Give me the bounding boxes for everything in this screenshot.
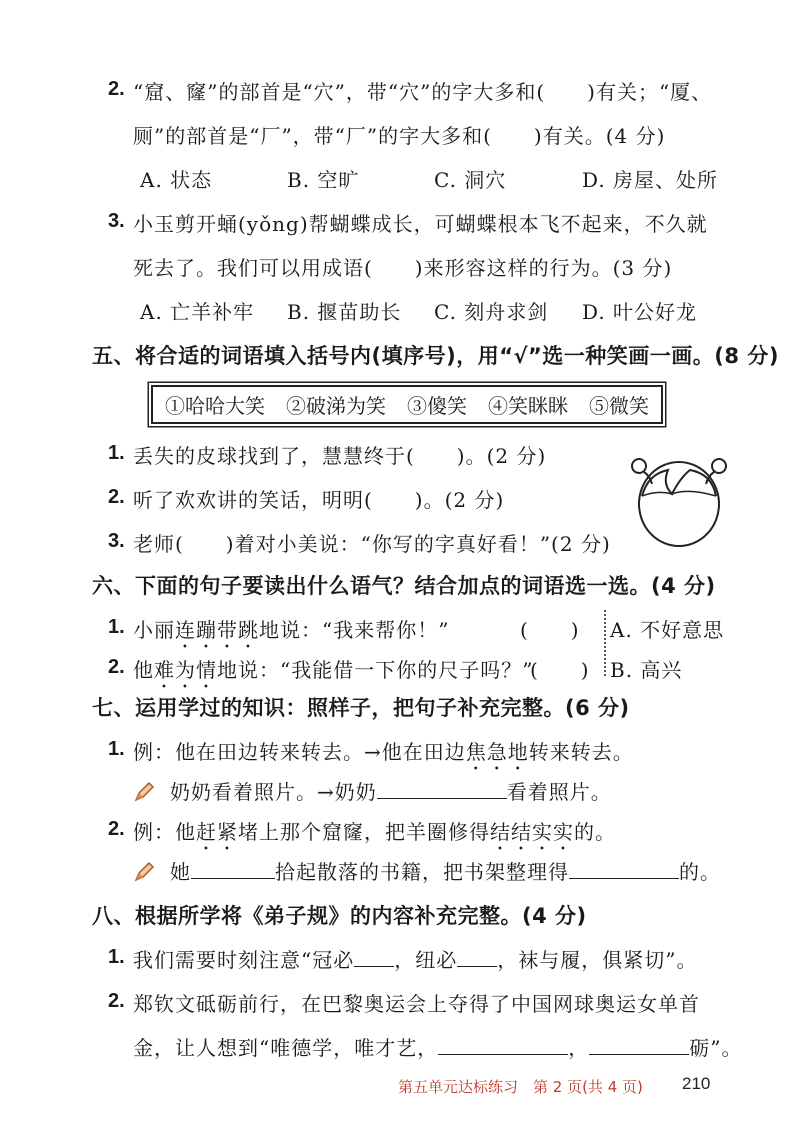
q7-item1-example	[133, 736, 634, 775]
q7-title: 七、运用学过的知识：照样子，把句子补充完整。(6 分)	[92, 696, 630, 720]
q8-item1-number: 1.	[108, 946, 125, 968]
q7-item1-example-dotted: 焦急地	[465, 740, 529, 764]
q7-item1-blank[interactable]	[377, 778, 507, 799]
q6-item2-dotted: 难为情	[154, 658, 217, 682]
q6-choice-b[interactable]: B. 高兴	[610, 658, 683, 682]
q7-item2-task-pre: 她	[170, 860, 191, 884]
q8-item1-pre: 我们需要时刻注意“冠必	[133, 948, 355, 972]
q6-item2-post: 地说：“我能借一下你的尺子吗？”	[217, 658, 534, 682]
q8-item2-line2-pre: 金，让人想到“唯德学，唯才艺，	[133, 1036, 439, 1060]
q8-item1-post: ，袜与履，俱紧切”。	[497, 948, 698, 972]
q6-item1-answer-bracket[interactable]: ( )	[520, 618, 580, 642]
q7-item2-example-dotted1: 赶紧	[196, 820, 238, 844]
q7-item1-number: 1.	[108, 738, 125, 760]
q5-item1-number: 1.	[108, 442, 125, 464]
pencil-icon	[132, 860, 156, 884]
q4-item3-option-c[interactable]: C. 刻舟求剑	[434, 300, 549, 324]
q8-item2-blank2[interactable]	[589, 1034, 689, 1055]
q8-item2-line2-post: 砺”。	[689, 1036, 743, 1060]
q5-item2-number: 2.	[108, 486, 125, 508]
q4-item2-line1: “窟、窿”的部首是“穴”，带“穴”的字大多和( )有关；“厦、	[133, 80, 713, 104]
q8-item1-text	[133, 944, 697, 973]
q5-item1-text[interactable]: 丢失的皮球找到了，慧慧终于( )。(2 分)	[133, 444, 547, 468]
q6-item1-sentence	[133, 614, 449, 653]
q7-item1-task	[170, 776, 612, 805]
q7-item1-example-post: 转来转去。	[528, 740, 634, 764]
q8-item2-line2-mid: ，	[568, 1036, 590, 1060]
q7-item2-blank2[interactable]	[569, 858, 679, 879]
q5-item2-text[interactable]: 听了欢欢讲的笑话，明明( )。(2 分)	[133, 488, 505, 512]
q7-item2-number: 2.	[108, 818, 125, 840]
q4-item2-option-b[interactable]: B. 空旷	[287, 168, 360, 192]
q6-item1-number: 1.	[108, 616, 125, 638]
q4-item2-option-a[interactable]: A. 状态	[140, 168, 213, 192]
q7-item2-task	[170, 856, 721, 885]
q5-title: 五、将合适的词语填入括号内(填序号)，用“√”选一种笑画一画。(8 分)	[92, 344, 779, 368]
q7-item1-example-pre: 例：他在田边转来转去。→他在田边	[133, 740, 466, 764]
q4-item3-line2: 死去了。我们可以用成语( )来形容这样的行为。(3 分)	[133, 256, 673, 280]
q8-item2-line2	[133, 1032, 742, 1061]
q8-item2-number: 2.	[108, 990, 125, 1012]
q5-item3-text[interactable]: 老师( )着对小美说：“你写的字真好看！”(2 分)	[133, 532, 611, 556]
q4-item2-option-c[interactable]: C. 洞穴	[434, 168, 507, 192]
q4-item3-line1: 小玉剪开蛹(yǒng)帮蝴蝶成长，可蝴蝶根本飞不起来，不久就	[133, 212, 708, 236]
q6-item2-pre: 他	[133, 658, 154, 682]
q8-item2-line1: 郑钦文砥砺前行，在巴黎奥运会上夺得了中国网球奥运女单首	[133, 992, 700, 1016]
q7-item2-example-mid: 堵上那个窟窿，把羊圈修得	[238, 820, 490, 844]
q8-item2-blank1[interactable]	[438, 1034, 568, 1055]
q7-item2-blank1[interactable]	[191, 858, 275, 879]
q7-item2-task-mid: 拾起散落的书籍，把书架整理得	[275, 860, 569, 884]
q6-item1-pre: 小丽	[133, 618, 175, 642]
q5-word-3: ③傻笑	[407, 394, 467, 418]
q8-title: 八、根据所学将《弟子规》的内容补充完整。(4 分)	[92, 904, 587, 928]
q5-word-box	[151, 385, 663, 424]
q7-item2-example-pre: 例：他	[133, 820, 196, 844]
q6-item1-dotted: 连蹦带跳	[175, 618, 259, 642]
q4-item3-option-d[interactable]: D. 叶公好龙	[582, 300, 698, 324]
q6-item2-number: 2.	[108, 656, 125, 678]
q7-item2-example	[133, 816, 616, 855]
q4-item3-option-b[interactable]: B. 揠苗助长	[287, 300, 402, 324]
q8-item1-blank1[interactable]	[354, 946, 394, 967]
page-number: 210	[682, 1074, 711, 1093]
q8-item1-blank2[interactable]	[457, 946, 497, 967]
q6-item2-answer-bracket[interactable]: ( )	[530, 658, 590, 682]
q5-word-5: ⑤微笑	[589, 394, 649, 418]
q6-item1-post: 地说：“我来帮你！”	[259, 618, 450, 642]
q7-item2-task-post: 的。	[679, 860, 721, 884]
q7-item2-example-post: 的。	[574, 820, 616, 844]
q7-item1-task-pre: 奶奶看着照片。→奶奶	[170, 780, 377, 804]
q4-item2-line2: 厕”的部首是“厂”，带“厂”的字大多和( )有关。(4 分)	[133, 124, 666, 148]
q6-divider	[604, 610, 608, 676]
q4-item3-option-a[interactable]: A. 亡羊补牢	[140, 300, 255, 324]
q5-word-1: ①哈哈大笑	[165, 394, 265, 418]
q8-item1-mid: ，纽必	[394, 948, 458, 972]
q5-word-2: ②破涕为笑	[286, 394, 386, 418]
q6-choice-a[interactable]: A. 不好意思	[610, 618, 725, 642]
q6-item2-sentence	[133, 654, 533, 693]
q4-item2-number: 2.	[108, 78, 125, 100]
q5-item3-number: 3.	[108, 530, 125, 552]
q4-item3-number: 3.	[108, 210, 125, 232]
pencil-icon	[132, 780, 156, 804]
footer-label: 第五单元达标练习 第 2 页(共 4 页)	[398, 1078, 643, 1096]
q6-title: 六、下面的句子要读出什么语气？结合加点的词语选一选。(4 分)	[92, 574, 716, 598]
q7-item1-task-post: 看着照片。	[506, 780, 612, 804]
q5-word-4: ④笑眯眯	[488, 394, 568, 418]
q7-item2-example-dotted2: 结结实实	[490, 820, 574, 844]
q4-item2-option-d[interactable]: D. 房屋、处所	[582, 168, 719, 192]
face-drawing-icon[interactable]	[628, 444, 730, 554]
